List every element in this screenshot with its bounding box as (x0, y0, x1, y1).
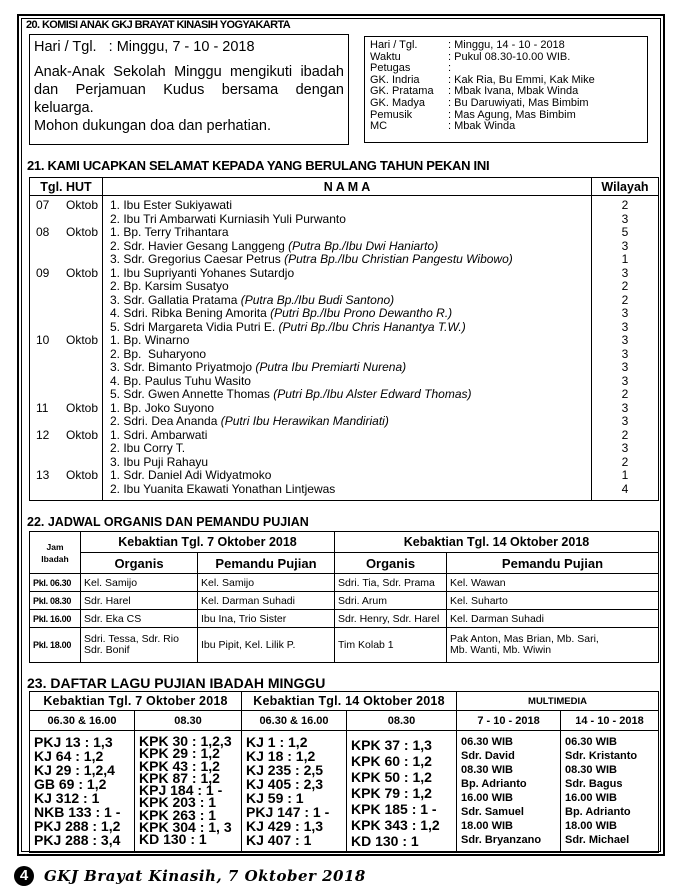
birthday-person (103, 375, 591, 389)
song-entry: KPK 343 : 1,2 (351, 817, 440, 833)
kids-announcement-box (29, 34, 349, 145)
songs-7-oct-0630-1600 (30, 731, 135, 853)
person-parent-note: (Putri Bp./Ibu Chris Hanantya T.W.) (278, 319, 466, 334)
person-name: 3. Sdr. Gallatia Pratama (110, 292, 241, 307)
song-entry: KJ 312 : 1 (34, 790, 100, 806)
birthday-date (30, 226, 102, 240)
birthday-date (30, 415, 102, 429)
person-name: 5. Sdr. Gwen Annette Thomas (110, 387, 274, 401)
song-entry: KPK 79 : 1,2 (351, 785, 432, 801)
song-entry: KJ 407 : 1 (246, 832, 312, 848)
multimedia-entry: Bp. Adrianto (565, 806, 631, 818)
birthday-person (103, 388, 591, 402)
person-parent-note: (Putri Bp./Ibu Prono Dewantho R.) (270, 306, 453, 320)
organist-line-1: Sdri. Tessa, Sdr. Rio (84, 633, 179, 645)
birthday-person (103, 253, 591, 267)
worship-leader: Kel. Darman Suhadi (198, 592, 335, 610)
song-entry: NKB 133 : 1 - (34, 804, 121, 820)
birthday-day: 10 (36, 333, 50, 347)
multimedia-entry: Sdr. David (461, 750, 515, 762)
person-parent-note: (Putra Ibu Premiarti Nurena) (255, 360, 407, 374)
song-entry: PKJ 288 : 1,2 (34, 818, 121, 834)
person-name: 2. Bp. Suharyono (110, 346, 207, 361)
schedule-key: GK. Indria (370, 73, 420, 86)
person-region: 2 (621, 292, 629, 307)
birthday-person (103, 199, 591, 213)
header-region: Wilayah (592, 178, 659, 196)
schedule-key: MC (370, 120, 388, 133)
footer-text: GKJ Brayat Kinasih, 7 Oktober 2018 (44, 867, 366, 885)
multimedia-entry: Sdr. Bryanzano (461, 834, 542, 846)
person-parent-note: (Putri Bp./Ibu Alster Edward Thomas) (273, 387, 472, 401)
song-entry: KPK 304 : 1, 3 (139, 819, 232, 836)
birthday-date (30, 280, 102, 294)
person-name: 2. Sdri. Dea Ananda (110, 414, 221, 428)
service-time: Pkl. 08.30 (30, 592, 81, 610)
multimedia-entry: Bp. Adrianto (461, 778, 527, 790)
person-region: 3 (621, 400, 629, 415)
birthday-month: Oktob (65, 468, 98, 482)
person-name: 3. Ibu Puji Rahayu (110, 454, 209, 469)
birthday-person (103, 429, 591, 443)
header-service-2: Kebaktian Tgl. 14 Oktober 2018 (242, 692, 457, 711)
song-entry: KJ 18 : 1,2 (246, 748, 316, 764)
songs-14-oct-0630-1600 (242, 731, 347, 853)
multimedia-entry: Sdr. Samuel (461, 806, 524, 818)
song-entry: KJ 59 : 1 (246, 790, 304, 806)
birthday-month: Oktob (65, 333, 98, 347)
birthday-day: 13 (36, 468, 50, 482)
person-name: 1. Ibu Supriyanti Yohanes Sutardjo (110, 265, 295, 280)
page-number-badge: 4 (14, 866, 34, 886)
header-col-6: 14 - 10 - 2018 (561, 711, 659, 731)
birthday-date (30, 483, 102, 497)
organist-schedule-table (29, 531, 659, 663)
schedule-value: : (448, 62, 452, 75)
schedule-value: : Mas Agung, Mas Bimbim (448, 108, 576, 121)
person-region: 2 (621, 387, 629, 401)
birthday-person (103, 361, 591, 375)
song-entry: KPK 60 : 1,2 (351, 753, 432, 769)
multimedia-entry: 16.00 WIB (461, 792, 513, 804)
leader-line-2: Mb. Wanti, Mb. Wiwin (450, 644, 552, 656)
song-entry: KPJ 184 : 1 - (139, 782, 223, 799)
organist: Sdri. Arum (335, 592, 447, 610)
birthday-month: Oktob (65, 427, 98, 442)
person-parent-note: (Putri Ibu Herawikan Mandiriati) (220, 414, 389, 428)
dates-column (30, 196, 103, 501)
kids-schedule-box (364, 36, 648, 143)
organist: Sdr. Henry, Sdr. Harel (335, 610, 447, 628)
header-col-2: 08.30 (135, 711, 242, 731)
birthday-table (29, 177, 659, 501)
person-name: 2. Ibu Yuanita Ekawati Yonathan Lintjewas (110, 481, 336, 496)
birthday-person (103, 294, 591, 308)
person-parent-note: (Putra Bp./Ibu Dwi Haniarto) (288, 238, 439, 253)
person-region: 3 (621, 238, 629, 253)
multimedia-entry: 06.30 WIB (565, 736, 617, 748)
service-time: Pkl. 06.30 (30, 574, 81, 592)
birthday-date (30, 321, 102, 335)
person-name: 3. Sdr. Bimanto Priyatmojo (110, 360, 256, 374)
header-service-1: Kebaktian Tgl. 7 Oktober 2018 (30, 692, 242, 711)
birthday-date (30, 388, 102, 402)
person-region: 1 (621, 252, 629, 266)
table-row (30, 628, 659, 663)
person-name: 1. Sdri. Ambarwati (110, 427, 208, 442)
song-entry: KJ 29 : 1,2,4 (34, 762, 115, 778)
organist: Tim Kolab 1 (335, 628, 447, 663)
schedule-key: Pemusik (370, 108, 413, 121)
person-region: 1 (621, 468, 629, 482)
table-row (30, 574, 659, 592)
person-region: 3 (621, 211, 629, 226)
header-service-1: Kebaktian Tgl. 7 Oktober 2018 (81, 532, 335, 553)
organist: Sdr. Eka CS (81, 610, 198, 628)
birthday-person (103, 280, 591, 294)
schedule-value: : Bu Daruwiyati, Mas Bimbim (448, 96, 589, 109)
multimedia-entry: 08.30 WIB (565, 764, 617, 776)
birthday-date (30, 429, 102, 443)
multimedia-entry: Sdr. Michael (565, 834, 630, 846)
kids-closing: Mohon dukungan doa dan perhatian. (34, 118, 272, 134)
person-region: 3 (621, 346, 629, 361)
birthday-date (30, 334, 102, 348)
birthday-date (30, 267, 102, 281)
multimedia-entry: Sdr. Kristanto (565, 750, 638, 762)
worship-leader: Ibu Pipit, Kel. Lilik P. (198, 628, 335, 663)
birthday-day: 12 (36, 427, 50, 442)
birthday-month: Oktob (65, 225, 98, 239)
person-name: 2. Ibu Tri Ambarwati Kurniasih Yuli Purwanto (110, 211, 346, 226)
song-entry: PKJ 147 : 1 - (246, 804, 330, 820)
song-entry: KPK 37 : 1,3 (351, 737, 432, 753)
organist-line-2: Sdr. Bonif (84, 644, 130, 656)
birthday-date (30, 375, 102, 389)
schedule-value: : Minggu, 14 - 10 - 2018 (448, 39, 565, 51)
song-entry: KPK 50 : 1,2 (351, 769, 432, 785)
song-list-table (29, 691, 659, 853)
birthday-person (103, 483, 591, 497)
person-name: 3. Sdr. Gregorius Caesar Petrus (110, 252, 285, 266)
song-entry: GB 69 : 1,2 (34, 776, 107, 792)
birthday-person (103, 226, 591, 240)
header-leader-2: Pemandu Pujian (447, 553, 659, 574)
song-entry: KJ 235 : 2,5 (246, 762, 324, 778)
person-region: 3 (621, 441, 629, 455)
song-entry: KJ 429 : 1,3 (246, 818, 324, 834)
multimedia-entry: 18.00 WIB (461, 820, 513, 832)
birthday-month: Oktob (65, 265, 98, 280)
header-col-4: 08.30 (347, 711, 457, 731)
worship-leader: Kel. Samijo (198, 574, 335, 592)
birthday-date (30, 307, 102, 321)
leader-line-1: Pak Anton, Mas Brian, Mb. Sari, (450, 633, 599, 645)
songs-7-oct-0830 (135, 731, 242, 853)
person-region: 3 (621, 306, 629, 320)
birthday-person (103, 267, 591, 281)
person-name: 1. Bp. Winarno (110, 333, 190, 347)
service-time: Pkl. 18.00 (30, 628, 81, 663)
person-region: 5 (621, 225, 629, 239)
multimedia-entry: 06.30 WIB (461, 736, 513, 748)
section-21-title: 21. KAMI UCAPKAN SELAMAT KEPADA YANG BERULANG TAHUN PEKAN INI (27, 158, 490, 173)
worship-leader: Ibu Ina, Trio Sister (198, 610, 335, 628)
worship-leader: Kel. Darman Suhadi (447, 610, 659, 628)
schedule-key: GK. Madya (370, 96, 426, 109)
person-region: 3 (621, 265, 629, 280)
table-row (30, 610, 659, 628)
organist: Sdr. Harel (81, 592, 198, 610)
person-name: 1. Bp. Joko Suyono (110, 400, 215, 415)
person-name: 2. Bp. Karsim Susatyo (110, 279, 229, 293)
person-parent-note: (Putra Bp./Ibu Christian Pangestu Wibowo) (284, 252, 513, 266)
person-region: 2 (621, 427, 629, 442)
birthday-date (30, 469, 102, 483)
person-region: 3 (621, 333, 629, 347)
person-name: 4. Bp. Paulus Tuhu Wasito (110, 373, 251, 388)
birthday-day: 08 (36, 225, 50, 239)
birthday-person (103, 415, 591, 429)
person-region: 3 (621, 373, 629, 388)
person-name: 5. Sdri Margareta Vidia Putri E. (110, 319, 279, 334)
multimedia-entry: 16.00 WIB (565, 792, 617, 804)
song-entry: KPK 30 : 1,2,3 (139, 733, 232, 749)
birthday-day: 07 (36, 198, 50, 212)
person-name: 1. Bp. Terry Trihantara (110, 225, 229, 239)
birthday-person (103, 402, 591, 416)
organist: Kel. Samijo (81, 574, 198, 592)
birthday-date (30, 348, 102, 362)
schedule-row (370, 98, 642, 110)
service-time: Pkl. 16.00 (30, 610, 81, 628)
schedule-value: : Mbak Winda (448, 120, 516, 133)
kids-date-line: Hari / Tgl. : Minggu, 7 - 10 - 2018 (34, 39, 255, 55)
multimedia-entry: Sdr. Bagus (565, 778, 623, 790)
organist (81, 628, 198, 663)
person-region: 3 (621, 414, 629, 428)
header-ibadah: Ibadah (41, 553, 69, 564)
section-20-title: 20. KOMISI ANAK GKJ BRAYAT KINASIH YOGYAKARTA (26, 19, 291, 31)
birthday-date (30, 402, 102, 416)
region-column (592, 196, 659, 501)
person-parent-note: (Putra Bp./Ibu Budi Santono) (240, 292, 395, 307)
table-row (30, 592, 659, 610)
schedule-key: GK. Pratama (370, 85, 434, 98)
birthday-date (30, 294, 102, 308)
organist: Sdri. Tia, Sdr. Prama (335, 574, 447, 592)
birthday-month: Oktob (65, 198, 98, 212)
song-entry: KPK 263 : 1 (139, 806, 217, 823)
song-entry: KJ 405 : 2,3 (246, 776, 324, 792)
person-name: 2. Sdr. Havier Gesang Langgeng (110, 238, 289, 253)
section-23-title: 23. DAFTAR LAGU PUJIAN IBADAH MINGGU (27, 675, 326, 691)
person-region: 2 (621, 198, 629, 212)
header-organist-2: Organis (335, 553, 447, 574)
birthday-date (30, 253, 102, 267)
schedule-key: Hari / Tgl. (370, 39, 418, 51)
schedule-key: Waktu (370, 50, 401, 63)
header-col-1: 06.30 & 16.00 (30, 711, 135, 731)
song-entry: PKJ 13 : 1,3 (34, 734, 113, 750)
birthday-date (30, 213, 102, 227)
multimedia-entry: 18.00 WIB (565, 820, 617, 832)
worship-leader (447, 628, 659, 663)
birthday-person (103, 469, 591, 483)
schedule-row (370, 40, 642, 52)
song-entry: KPK 185 : 1 - (351, 801, 437, 817)
header-multimedia: MULTIMEDIA (457, 692, 659, 711)
birthday-person (103, 213, 591, 227)
schedule-value: : Mbak Ivana, Mbak Winda (448, 85, 579, 98)
birthday-month: Oktob (65, 400, 98, 415)
birthday-date (30, 456, 102, 470)
person-region: 3 (621, 319, 629, 334)
header-jam: Jam (46, 541, 64, 552)
birthday-date (30, 442, 102, 456)
header-organist-1: Organis (81, 553, 198, 574)
song-entry: PKJ 288 : 3,4 (34, 832, 121, 848)
song-entry: KD 130 : 1 (351, 833, 419, 849)
worship-leader: Kel. Suharto (447, 592, 659, 610)
person-name: 1. Ibu Ester Sukiyawati (110, 198, 233, 212)
person-name: 2. Ibu Corry T. (110, 441, 186, 455)
kids-paragraph: Anak-Anak Sekolah Minggu mengikuti ibadah dan Perjamuan Kudus bersama dengan keluarga. (34, 64, 344, 116)
schedule-row (370, 121, 642, 133)
page-footer (14, 866, 366, 886)
schedule-value: : Pukul 08.30-10.00 WIB. (448, 50, 571, 63)
person-region: 2 (621, 279, 629, 293)
multimedia-entry: 08.30 WIB (461, 764, 513, 776)
birthday-day: 11 (36, 400, 49, 415)
schedule-key: Petugas (370, 62, 411, 75)
section-22-title: 22. JADWAL ORGANIS DAN PEMANDU PUJIAN (27, 515, 309, 529)
header-col-3: 06.30 & 16.00 (242, 711, 347, 731)
person-region: 3 (621, 360, 629, 374)
birthday-person (103, 456, 591, 470)
worship-leader: Kel. Wawan (447, 574, 659, 592)
person-name: 4. Sdri. Ribka Bening Amorita (110, 306, 271, 320)
header-service-time (30, 532, 81, 574)
header-date: Tgl. HUT (30, 178, 103, 196)
song-entry: KPK 43 : 1,2 (139, 757, 220, 774)
birthday-person (103, 307, 591, 321)
header-col-5: 7 - 10 - 2018 (457, 711, 561, 731)
multimedia-14-oct (561, 731, 659, 853)
song-entry: KD 130 : 1 (139, 831, 207, 848)
song-entry: KPK 29 : 1,2 (139, 745, 220, 762)
birthday-day: 09 (36, 265, 50, 280)
header-leader-1: Pemandu Pujian (198, 553, 335, 574)
songs-14-oct-0830 (347, 731, 457, 853)
schedule-value: : Kak Ria, Bu Emmi, Kak Mike (448, 73, 595, 86)
person-name: 1. Sdr. Daniel Adi Widyatmoko (110, 468, 272, 482)
birthday-person (103, 321, 591, 335)
song-entry: KPK 87 : 1,2 (139, 769, 220, 786)
birthday-person (103, 240, 591, 254)
song-entry: KJ 64 : 1,2 (34, 748, 104, 764)
header-name: N A M A (103, 178, 592, 196)
person-region: 4 (621, 481, 629, 496)
birthday-date (30, 361, 102, 375)
multimedia-7-oct (457, 731, 561, 853)
birthday-date (30, 240, 102, 254)
birthday-person (103, 334, 591, 348)
birthday-person (103, 442, 591, 456)
person-region: 2 (621, 454, 629, 469)
names-column (103, 196, 592, 501)
song-entry: KPK 203 : 1 (139, 794, 217, 811)
birthday-person (103, 348, 591, 362)
song-entry: KJ 1 : 1,2 (246, 734, 308, 750)
schedule-row (370, 52, 642, 64)
header-service-2: Kebaktian Tgl. 14 Oktober 2018 (335, 532, 659, 553)
birthday-date (30, 199, 102, 213)
